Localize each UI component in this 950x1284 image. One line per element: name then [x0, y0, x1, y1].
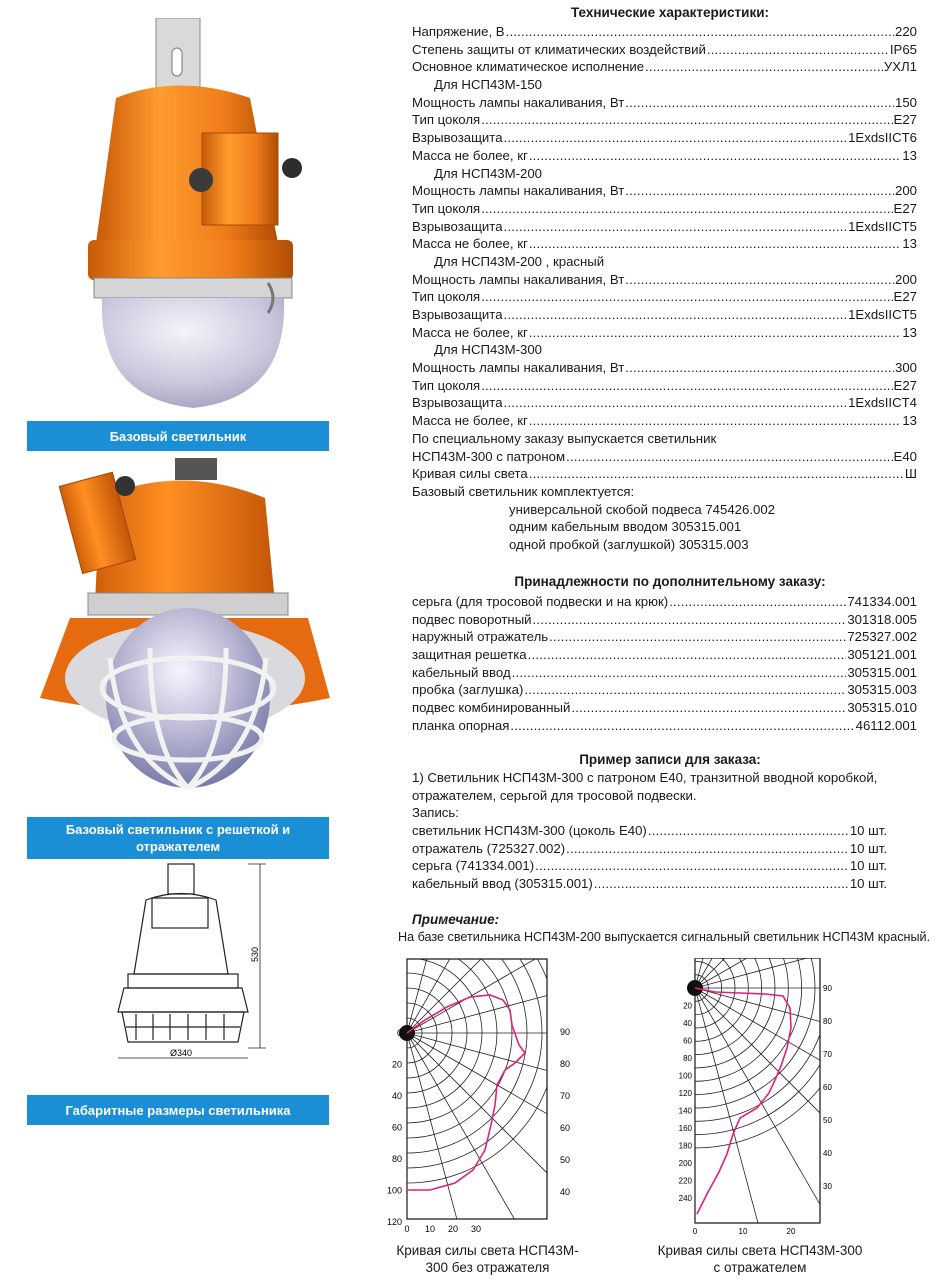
left-tick-label: 80: [391, 1154, 402, 1164]
dot-leader: [504, 218, 848, 236]
spec-row: [412, 394, 917, 412]
accessory-row: [412, 593, 917, 611]
polar-chart-with-reflector: [675, 958, 850, 1238]
left-tick-label: 120: [386, 1217, 402, 1227]
row-label: серьга (для тросовой подвески и на крюк): [412, 594, 669, 609]
row-value: E27: [893, 377, 917, 393]
dot-leader: [669, 593, 846, 611]
row-label: Степень защиты от климатических воздействий: [412, 41, 706, 57]
row-label: Кривая силы света: [412, 466, 528, 482]
row-value: 150: [894, 94, 917, 110]
dot-leader: [506, 23, 894, 41]
row-value: 725327.002: [847, 629, 917, 645]
row-label: Мощность лампы накаливания, Вт: [412, 360, 625, 376]
height-dimension-label: 530: [250, 946, 260, 962]
spec-row: [412, 324, 917, 342]
dot-leader: [510, 717, 854, 735]
left-tick-label: 40: [391, 1091, 402, 1101]
bottom-tick-label: 20: [786, 1227, 796, 1236]
dot-leader: [524, 681, 846, 699]
spec-row: [412, 111, 917, 129]
left-tick-label: 120: [678, 1089, 692, 1098]
dot-leader: [566, 448, 892, 466]
row-label: Взрывозащита: [412, 307, 503, 322]
left-tick-label: 0: [687, 984, 692, 993]
dot-leader: [481, 200, 892, 218]
variant-heading: Для НСП43М-200 , красный: [434, 253, 605, 269]
order-line-1: 1) Светильник НСП43М-300 с патроном Е40, транзитной вводной коробкой,: [412, 770, 878, 785]
right-tick-label: 90: [560, 1027, 571, 1037]
row-label: планка опорная: [412, 717, 510, 733]
row-label: Мощность лампы накаливания, Вт: [412, 271, 625, 287]
spec-row: [412, 448, 917, 466]
note-title: Примечание:: [412, 912, 500, 927]
row-value: 305315.003: [847, 682, 917, 698]
chart2-caption: [645, 1242, 875, 1276]
dot-leader: [535, 857, 849, 875]
right-tick-label: 50: [560, 1155, 571, 1165]
right-tick-label: 40: [560, 1187, 571, 1197]
kit-item: одним кабельным вводом 305315.001: [509, 519, 742, 535]
order-block: [412, 769, 932, 893]
left-tick-label: 240: [678, 1194, 692, 1203]
accessory-row: [412, 628, 917, 646]
order-row: [412, 875, 887, 893]
right-tick-label: 60: [560, 1123, 571, 1133]
row-label: Масса не более, кг: [412, 236, 528, 252]
bottom-tick-label: 10: [738, 1227, 748, 1236]
dot-leader: [625, 359, 894, 377]
spec-row: [412, 359, 917, 377]
row-label: подвес поворотный: [412, 611, 532, 627]
order-row: [412, 822, 887, 840]
spec-row: [412, 147, 917, 165]
variant-heading: Для НСП43М-200: [434, 165, 543, 181]
dot-leader: [504, 306, 848, 324]
row-value: 200: [894, 183, 917, 199]
row-label: Масса не более, кг: [412, 147, 528, 163]
row-label: Масса не более, кг: [412, 324, 528, 340]
order-row: [412, 857, 887, 875]
dot-leader: [648, 822, 849, 840]
left-tick-label: 20: [683, 1001, 692, 1011]
dot-leader: [625, 94, 894, 112]
left-tick-label: 100: [386, 1185, 402, 1196]
spec-row: [412, 58, 917, 76]
dot-leader: [594, 875, 849, 893]
row-label: пробка (заглушка): [412, 682, 524, 698]
dot-leader: [529, 465, 904, 483]
row-label: Тип цоколя: [412, 112, 481, 128]
left-tick-label: 200: [678, 1159, 692, 1168]
spec-row: [412, 288, 917, 306]
caption-base-lamp: Базовый светильник: [27, 421, 329, 451]
dot-leader: [504, 394, 848, 412]
row-value: 200: [894, 271, 917, 287]
right-tick-label: 50: [823, 1116, 832, 1125]
right-tick-label: 40: [823, 1149, 832, 1158]
row-label: Масса не более, кг: [412, 413, 528, 429]
chart1-caption: [380, 1242, 595, 1276]
dot-leader: [645, 58, 883, 76]
left-tick-label: 0: [396, 1028, 402, 1038]
row-label: Взрывозащита: [412, 130, 503, 146]
spec-row: [412, 218, 917, 236]
accessories-list: [412, 593, 917, 735]
order-row: [412, 840, 887, 858]
right-tick-label: 60: [823, 1083, 832, 1092]
caption-grid-lamp: Базовый светильник с решеткой и отражателем: [27, 817, 329, 859]
spec-row: [412, 129, 917, 147]
spec-row: [412, 200, 917, 218]
chart1-caption-line2: 300 без отражателя: [425, 1260, 550, 1275]
right-tick-label: 80: [560, 1059, 571, 1069]
note-text: На базе светильника НСП43М-200 выпускается сигнальный светильник НСП43М красный.: [398, 930, 931, 944]
row-label: Взрывозащита: [412, 218, 503, 234]
row-value: 1ExdsIICT6: [848, 130, 917, 146]
row-label: НСП43М-300 с патроном: [412, 448, 566, 464]
row-label: Основное климатическое исполнение: [412, 59, 645, 75]
row-value: Ш: [904, 466, 917, 482]
polar-chart-no-reflector: [385, 955, 585, 1240]
spec-row: [412, 235, 917, 253]
row-value: 301318.005: [847, 611, 917, 627]
right-tick-label: 70: [560, 1091, 571, 1101]
row-value: E27: [893, 200, 917, 216]
accessory-row: [412, 717, 917, 735]
left-tick-label: 60: [391, 1122, 402, 1133]
row-value: 1ExdsIICT4: [848, 395, 917, 411]
left-tick-label: 40: [683, 1019, 692, 1028]
row-value: 13: [902, 236, 917, 252]
diameter-dimension-label: Ø340: [170, 1048, 193, 1058]
spec-row: [412, 412, 917, 430]
row-label: Тип цоколя: [412, 377, 481, 393]
row-value: 10 шт.: [849, 858, 887, 874]
spec-row: [412, 182, 917, 200]
row-label: Мощность лампы накаливания, Вт: [412, 94, 625, 110]
right-tick-label: 80: [823, 1017, 832, 1026]
chart2-caption-line2: с отражателем: [713, 1260, 807, 1275]
row-value: 305121.001: [847, 647, 917, 663]
special-order-line: По специальному заказу выпускается светильник: [412, 430, 717, 446]
dimension-drawing: [108, 862, 278, 1080]
row-value: E27: [893, 289, 917, 305]
dot-leader: [512, 664, 847, 682]
row-value: 13: [902, 413, 917, 429]
row-value: IP65: [889, 41, 917, 57]
dot-leader: [529, 324, 902, 342]
polar-grid: [385, 955, 585, 1240]
bottom-tick-label: 20: [447, 1224, 459, 1234]
order-line-3: Запись:: [412, 805, 459, 821]
order-title: Пример записи для заказа:: [579, 752, 761, 767]
bottom-tick-label: 0: [692, 1227, 698, 1236]
dot-leader: [707, 41, 889, 59]
spec-row: [412, 41, 917, 59]
row-value: 300: [894, 360, 917, 376]
dot-leader: [481, 111, 892, 129]
row-label: серьга (741334.001): [412, 858, 535, 874]
dot-leader: [504, 129, 848, 147]
left-tick-label: 100: [678, 1071, 692, 1081]
right-tick-label: 70: [823, 1050, 832, 1059]
left-tick-label: 220: [678, 1176, 692, 1186]
order-line-2: отражателем, серьгой для тросовой подвески.: [412, 787, 697, 803]
row-value: 305315.001: [847, 664, 917, 680]
left-tick-label: 140: [678, 1106, 692, 1116]
row-value: 10 шт.: [849, 840, 887, 856]
accessory-row: [412, 664, 917, 682]
variant-heading: Для НСП43М-300: [434, 342, 543, 358]
dot-leader: [566, 840, 849, 858]
dot-leader: [529, 412, 902, 430]
right-tick-label: 30: [823, 1182, 832, 1191]
row-label: Напряжение, В: [412, 24, 505, 39]
dot-leader: [529, 235, 902, 253]
base-lamp-photo: [88, 18, 318, 418]
specs-block: [412, 23, 917, 554]
row-label: Тип цоколя: [412, 200, 481, 216]
left-tick-label: 80: [683, 1054, 692, 1063]
row-value: 10 шт.: [849, 876, 887, 892]
row-label: кабельный ввод (305315.001): [412, 876, 593, 892]
spec-row: [412, 94, 917, 112]
bottom-tick-label: 10: [424, 1224, 436, 1234]
left-tick-label: 60: [683, 1036, 692, 1046]
chart1-caption-line1: Кривая силы света НСП43М-: [396, 1243, 579, 1258]
spec-row: [412, 23, 917, 41]
row-label: Тип цоколя: [412, 289, 481, 305]
dot-leader: [549, 628, 846, 646]
spec-row: [412, 271, 917, 289]
dot-leader: [481, 288, 892, 306]
accessory-row: [412, 681, 917, 699]
chart2-caption-line1: Кривая силы света НСП43М-300: [657, 1243, 863, 1258]
specs-title: Технические характеристики:: [570, 5, 770, 20]
accessory-row: [412, 611, 917, 629]
variant-heading: Для НСП43М-150: [434, 77, 543, 93]
spec-row: [412, 306, 917, 324]
row-value: 305315.010: [847, 700, 917, 716]
bottom-tick-label: 30: [470, 1224, 482, 1234]
row-value: УХЛ1: [883, 59, 917, 75]
grid-lamp-photo: [40, 458, 330, 810]
bottom-tick-label: 0: [404, 1224, 410, 1234]
row-value: 741334.001: [847, 594, 917, 609]
row-label: защитная решетка: [412, 647, 527, 663]
left-tick-label: 180: [678, 1141, 692, 1151]
left-tick-label: 20: [391, 1059, 402, 1070]
caption-dimensions: Габаритные размеры светильника: [27, 1095, 329, 1125]
row-label: отражатель (725327.002): [412, 840, 566, 856]
right-tick-label: 90: [823, 984, 832, 993]
kit-item: одной пробкой (заглушкой) 305315.003: [509, 536, 749, 552]
dot-leader: [533, 611, 847, 629]
left-tick-label: 160: [678, 1124, 692, 1133]
row-value: 10 шт.: [849, 823, 887, 839]
kit-item: универсальной скобой подвеса 745426.002: [509, 501, 776, 517]
kit-title: Базовый светильник комплектуется:: [412, 483, 635, 499]
accessory-row: [412, 646, 917, 664]
row-value: 1ExdsIICT5: [848, 307, 917, 322]
spec-row: [412, 377, 917, 395]
accessory-row: [412, 699, 917, 717]
spec-row: [412, 465, 917, 483]
row-label: Мощность лампы накаливания, Вт: [412, 183, 625, 199]
row-value: 13: [902, 147, 917, 163]
row-label: наружный отражатель: [412, 629, 549, 645]
row-value: E27: [893, 112, 917, 128]
accessories-title: Принадлежности по дополнительному заказу:: [514, 574, 826, 589]
polar-grid: [675, 958, 850, 1238]
row-value: 46112.001: [855, 717, 917, 733]
dot-leader: [625, 271, 894, 289]
row-value: 13: [902, 324, 917, 340]
row-value: 220: [894, 24, 917, 39]
row-value: 1ExdsIICT5: [848, 218, 917, 234]
row-label: Взрывозащита: [412, 395, 503, 411]
dot-leader: [625, 182, 894, 200]
dot-leader: [571, 699, 846, 717]
dot-leader: [528, 646, 847, 664]
dot-leader: [481, 377, 892, 395]
intensity-curve: [695, 988, 791, 1214]
row-label: светильник НСП43М-300 (цоколь Е40): [412, 823, 647, 839]
row-label: подвес комбинированный: [412, 700, 571, 716]
row-label: кабельный ввод: [412, 664, 511, 680]
dot-leader: [529, 147, 902, 165]
row-value: E40: [893, 448, 917, 464]
